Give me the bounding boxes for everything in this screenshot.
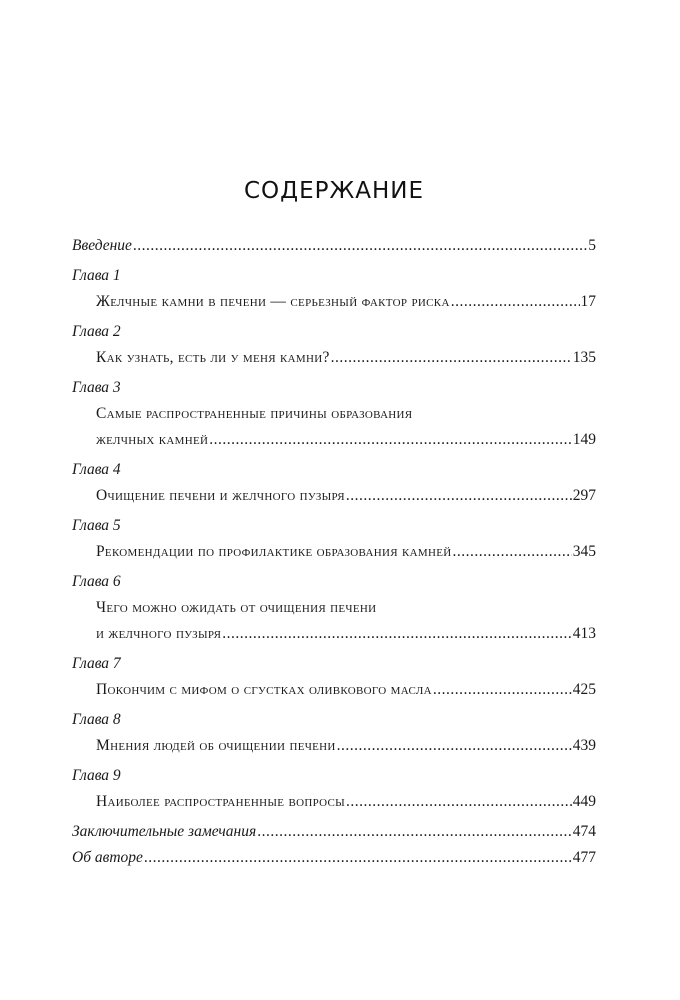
toc-entry-chapter-7[interactable] <box>72 677 596 703</box>
dot-leader <box>133 233 587 259</box>
table-of-contents <box>72 233 596 871</box>
dot-leader <box>453 539 572 565</box>
toc-entry-title: и желчного пузыря <box>96 625 222 642</box>
toc-page-number: 425 <box>572 681 596 698</box>
toc-entry-chapter-5[interactable] <box>72 539 596 565</box>
toc-page-number: 17 <box>580 293 596 310</box>
toc-page-number: 439 <box>572 737 596 754</box>
chapter-label-7: Глава 7 <box>72 655 121 672</box>
dot-leader <box>346 483 572 509</box>
toc-entry-title: Мнения людей об очищении печени <box>96 737 336 754</box>
toc-entry-intro[interactable] <box>72 233 596 259</box>
dot-leader <box>209 427 571 453</box>
toc-page-number: 135 <box>572 349 596 366</box>
dot-leader <box>331 345 572 371</box>
chapter-label-4: Глава 4 <box>72 461 121 478</box>
toc-entry-chapter-6[interactable] <box>72 621 596 647</box>
dot-leader <box>451 289 580 315</box>
toc-entry-title-line-1[interactable]: Чего можно ожидать от очищения печени <box>96 599 377 616</box>
toc-entry-title-line-1[interactable]: Самые распространенные причины образования <box>96 405 413 422</box>
toc-page-number: 477 <box>572 849 596 866</box>
toc-entry-title: Желчные камни в печени — серьезный фактор риска <box>96 293 450 310</box>
chapter-label-1: Глава 1 <box>72 267 121 284</box>
chapter-label-6: Глава 6 <box>72 573 121 590</box>
chapter-label-2: Глава 2 <box>72 323 121 340</box>
toc-entry-chapter-3[interactable] <box>72 427 596 453</box>
chapter-label-8: Глава 8 <box>72 711 121 728</box>
chapter-label-3: Глава 3 <box>72 379 121 396</box>
chapter-label-5: Глава 5 <box>72 517 121 534</box>
toc-entry-label: Заключительные замечания <box>72 823 257 840</box>
toc-entry-title: желчных камней <box>96 431 209 448</box>
dot-leader <box>337 733 572 759</box>
dot-leader <box>433 677 572 703</box>
toc-page-number: 149 <box>572 431 596 448</box>
toc-entry-chapter-4[interactable] <box>72 483 596 509</box>
toc-entry-title: Покончим с мифом о сгустках оливкового масла <box>96 681 432 698</box>
toc-page-number: 345 <box>572 543 596 560</box>
chapter-label-9: Глава 9 <box>72 767 121 784</box>
toc-entry-about[interactable] <box>72 845 596 871</box>
toc-page-number: 297 <box>572 487 596 504</box>
toc-entry-chapter-8[interactable] <box>72 733 596 759</box>
toc-page-number: 474 <box>572 823 596 840</box>
toc-entry-title: Наиболее распространенные вопросы <box>96 793 346 810</box>
toc-page-number: 5 <box>588 237 596 254</box>
toc-page-number: 413 <box>572 625 596 642</box>
toc-entry-label: Введение <box>72 237 132 254</box>
toc-entry-chapter-1[interactable] <box>72 289 596 315</box>
dot-leader <box>346 789 572 815</box>
toc-entry-closing[interactable] <box>72 819 596 845</box>
dot-leader <box>257 819 572 845</box>
toc-page-number: 449 <box>572 793 596 810</box>
page-title: СОДЕРЖАНИЕ <box>243 178 425 204</box>
toc-entry-chapter-9[interactable] <box>72 789 596 815</box>
toc-entry-chapter-2[interactable] <box>72 345 596 371</box>
toc-entry-title: Очищение печени и желчного пузыря <box>96 487 345 504</box>
dot-leader <box>222 621 572 647</box>
toc-entry-title: Как узнать, есть ли у меня камни? <box>96 349 330 366</box>
toc-entry-label: Об авторе <box>72 849 143 866</box>
toc-entry-title: Рекомендации по профилактике образования камней <box>96 543 452 560</box>
dot-leader <box>144 845 572 871</box>
